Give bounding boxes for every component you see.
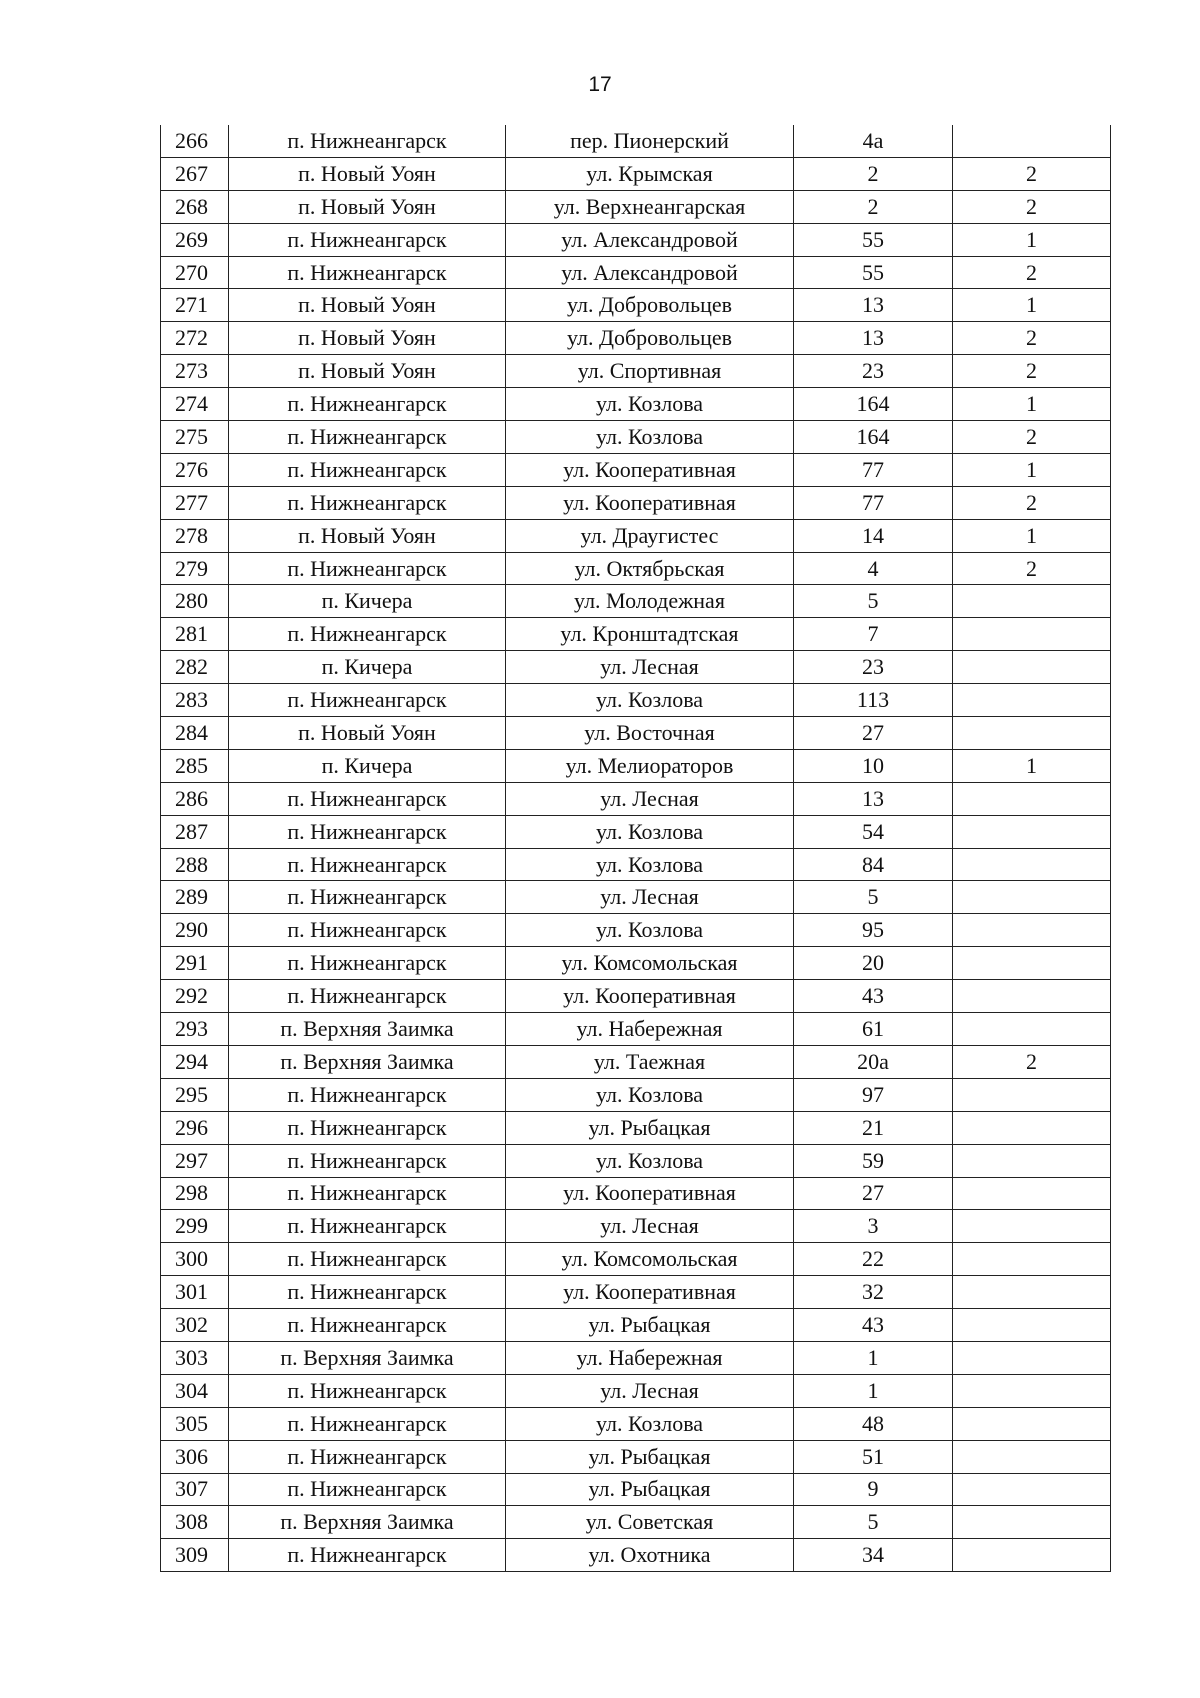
count-cell [953,618,1111,651]
street-cell: ул. Рыбацкая [506,1309,794,1342]
count-cell [953,651,1111,684]
row-number-cell: 279 [161,552,229,585]
street-cell: ул. Рыбацкая [506,1473,794,1506]
count-cell: 1 [953,289,1111,322]
settlement-cell: п. Новый Уоян [229,322,506,355]
table-row [161,1341,1111,1374]
table-row [161,223,1111,256]
settlement-cell: п. Нижнеангарск [229,618,506,651]
street-cell: ул. Комсомольская [506,1243,794,1276]
house-number-cell: 164 [794,388,953,421]
table-row [161,355,1111,388]
count-cell: 2 [953,1045,1111,1078]
table-row [161,684,1111,717]
house-number-cell: 5 [794,1506,953,1539]
count-cell [953,1013,1111,1046]
street-cell: ул. Добровольцев [506,289,794,322]
row-number-cell: 277 [161,486,229,519]
settlement-cell: п. Нижнеангарск [229,782,506,815]
settlement-cell: п. Нижнеангарск [229,1539,506,1572]
street-cell: ул. Александровой [506,223,794,256]
address-table-body [161,125,1111,1572]
count-cell: 2 [953,256,1111,289]
row-number-cell: 309 [161,1539,229,1572]
house-number-cell: 2 [794,157,953,190]
row-number-cell: 292 [161,980,229,1013]
table-row [161,914,1111,947]
settlement-cell: п. Кичера [229,749,506,782]
settlement-cell: п. Нижнеангарск [229,1177,506,1210]
settlement-cell: п. Нижнеангарск [229,947,506,980]
row-number-cell: 299 [161,1210,229,1243]
street-cell: ул. Козлова [506,684,794,717]
table-row [161,618,1111,651]
house-number-cell: 27 [794,717,953,750]
settlement-cell: п. Нижнеангарск [229,684,506,717]
row-number-cell: 283 [161,684,229,717]
settlement-cell: п. Нижнеангарск [229,421,506,454]
house-number-cell: 20 [794,947,953,980]
settlement-cell: п. Нижнеангарск [229,914,506,947]
house-number-cell: 34 [794,1539,953,1572]
settlement-cell: п. Верхняя Заимка [229,1013,506,1046]
table-row [161,388,1111,421]
house-number-cell: 164 [794,421,953,454]
house-number-cell: 1 [794,1341,953,1374]
settlement-cell: п. Нижнеангарск [229,848,506,881]
settlement-cell: п. Нижнеангарск [229,1078,506,1111]
street-cell: ул. Лесная [506,1374,794,1407]
table-row [161,1210,1111,1243]
settlement-cell: п. Нижнеангарск [229,815,506,848]
street-cell: ул. Козлова [506,815,794,848]
count-cell [953,1341,1111,1374]
row-number-cell: 282 [161,651,229,684]
street-cell: ул. Кооперативная [506,1177,794,1210]
house-number-cell: 13 [794,322,953,355]
table-row [161,651,1111,684]
table-row [161,1407,1111,1440]
street-cell: ул. Кооперативная [506,980,794,1013]
street-cell: ул. Козлова [506,1407,794,1440]
count-cell [953,1407,1111,1440]
row-number-cell: 296 [161,1111,229,1144]
settlement-cell: п. Нижнеангарск [229,1374,506,1407]
table-row [161,256,1111,289]
street-cell: ул. Кооперативная [506,1276,794,1309]
count-cell [953,1473,1111,1506]
table-row [161,1243,1111,1276]
settlement-cell: п. Нижнеангарск [229,125,506,157]
row-number-cell: 306 [161,1440,229,1473]
settlement-cell: п. Нижнеангарск [229,486,506,519]
house-number-cell: 59 [794,1144,953,1177]
street-cell: ул. Комсомольская [506,947,794,980]
house-number-cell: 5 [794,881,953,914]
table-row [161,1473,1111,1506]
address-table [160,125,1111,1572]
house-number-cell: 23 [794,355,953,388]
row-number-cell: 298 [161,1177,229,1210]
table-row [161,947,1111,980]
count-cell [953,1506,1111,1539]
count-cell: 2 [953,552,1111,585]
street-cell: ул. Рыбацкая [506,1440,794,1473]
house-number-cell: 113 [794,684,953,717]
table-row [161,1309,1111,1342]
table-row [161,848,1111,881]
table-row [161,1177,1111,1210]
table-row [161,519,1111,552]
settlement-cell: п. Верхняя Заимка [229,1045,506,1078]
count-cell: 1 [953,453,1111,486]
settlement-cell: п. Нижнеангарск [229,1144,506,1177]
street-cell: ул. Козлова [506,1078,794,1111]
count-cell [953,881,1111,914]
row-number-cell: 275 [161,421,229,454]
count-cell: 2 [953,421,1111,454]
house-number-cell: 32 [794,1276,953,1309]
street-cell: ул. Охотника [506,1539,794,1572]
address-table-container [160,125,1111,1572]
count-cell: 2 [953,355,1111,388]
table-row [161,1045,1111,1078]
table-row [161,1440,1111,1473]
table-row [161,453,1111,486]
street-cell: ул. Советская [506,1506,794,1539]
row-number-cell: 287 [161,815,229,848]
street-cell: ул. Кронштадтская [506,618,794,651]
row-number-cell: 276 [161,453,229,486]
settlement-cell: п. Новый Уоян [229,157,506,190]
count-cell [953,1177,1111,1210]
row-number-cell: 267 [161,157,229,190]
table-row [161,1111,1111,1144]
house-number-cell: 61 [794,1013,953,1046]
table-row [161,421,1111,454]
house-number-cell: 13 [794,782,953,815]
settlement-cell: п. Верхняя Заимка [229,1506,506,1539]
settlement-cell: п. Новый Уоян [229,289,506,322]
settlement-cell: п. Нижнеангарск [229,223,506,256]
count-cell [953,1243,1111,1276]
street-cell: ул. Лесная [506,651,794,684]
house-number-cell: 55 [794,223,953,256]
house-number-cell: 95 [794,914,953,947]
count-cell: 1 [953,388,1111,421]
table-row [161,190,1111,223]
settlement-cell: п. Новый Уоян [229,355,506,388]
settlement-cell: п. Новый Уоян [229,190,506,223]
row-number-cell: 308 [161,1506,229,1539]
table-row [161,552,1111,585]
house-number-cell: 5 [794,585,953,618]
street-cell: ул. Восточная [506,717,794,750]
count-cell: 1 [953,519,1111,552]
street-cell: ул. Козлова [506,388,794,421]
street-cell: ул. Добровольцев [506,322,794,355]
row-number-cell: 266 [161,125,229,157]
house-number-cell: 97 [794,1078,953,1111]
count-cell: 2 [953,157,1111,190]
house-number-cell: 2 [794,190,953,223]
table-row [161,881,1111,914]
count-cell [953,717,1111,750]
count-cell [953,1440,1111,1473]
house-number-cell: 10 [794,749,953,782]
house-number-cell: 7 [794,618,953,651]
settlement-cell: п. Нижнеангарск [229,1111,506,1144]
house-number-cell: 77 [794,453,953,486]
row-number-cell: 301 [161,1276,229,1309]
house-number-cell: 4 [794,552,953,585]
count-cell [953,1276,1111,1309]
table-row [161,1374,1111,1407]
street-cell: ул. Мелиораторов [506,749,794,782]
row-number-cell: 272 [161,322,229,355]
count-cell [953,848,1111,881]
row-number-cell: 294 [161,1045,229,1078]
row-number-cell: 281 [161,618,229,651]
table-row [161,1506,1111,1539]
page-number: 17 [588,73,612,96]
street-cell: ул. Козлова [506,421,794,454]
row-number-cell: 289 [161,881,229,914]
settlement-cell: п. Нижнеангарск [229,1243,506,1276]
table-row [161,749,1111,782]
street-cell: ул. Драугистес [506,519,794,552]
count-cell: 2 [953,190,1111,223]
house-number-cell: 20а [794,1045,953,1078]
settlement-cell: п. Нижнеангарск [229,980,506,1013]
settlement-cell: п. Кичера [229,651,506,684]
house-number-cell: 3 [794,1210,953,1243]
house-number-cell: 48 [794,1407,953,1440]
house-number-cell: 84 [794,848,953,881]
house-number-cell: 9 [794,1473,953,1506]
settlement-cell: п. Нижнеангарск [229,1210,506,1243]
row-number-cell: 271 [161,289,229,322]
row-number-cell: 305 [161,1407,229,1440]
settlement-cell: п. Нижнеангарск [229,388,506,421]
row-number-cell: 269 [161,223,229,256]
table-row [161,1276,1111,1309]
count-cell [953,815,1111,848]
row-number-cell: 288 [161,848,229,881]
row-number-cell: 278 [161,519,229,552]
row-number-cell: 273 [161,355,229,388]
count-cell [953,980,1111,1013]
count-cell: 1 [953,223,1111,256]
settlement-cell: п. Нижнеангарск [229,453,506,486]
street-cell: ул. Лесная [506,881,794,914]
count-cell [953,782,1111,815]
row-number-cell: 270 [161,256,229,289]
house-number-cell: 22 [794,1243,953,1276]
house-number-cell: 77 [794,486,953,519]
settlement-cell: п. Нижнеангарск [229,881,506,914]
count-cell [953,684,1111,717]
count-cell [953,914,1111,947]
house-number-cell: 51 [794,1440,953,1473]
table-row [161,717,1111,750]
table-row [161,157,1111,190]
row-number-cell: 295 [161,1078,229,1111]
count-cell [953,1111,1111,1144]
table-row [161,125,1111,157]
count-cell [953,1144,1111,1177]
street-cell: ул. Верхнеангарская [506,190,794,223]
settlement-cell: п. Нижнеангарск [229,552,506,585]
house-number-cell: 55 [794,256,953,289]
table-row [161,815,1111,848]
table-row [161,585,1111,618]
street-cell: ул. Александровой [506,256,794,289]
table-row [161,322,1111,355]
table-row [161,782,1111,815]
row-number-cell: 303 [161,1341,229,1374]
table-row [161,486,1111,519]
street-cell: пер. Пионерский [506,125,794,157]
house-number-cell: 21 [794,1111,953,1144]
settlement-cell: п. Нижнеангарск [229,1440,506,1473]
house-number-cell: 4а [794,125,953,157]
table-row [161,1539,1111,1572]
row-number-cell: 297 [161,1144,229,1177]
row-number-cell: 268 [161,190,229,223]
row-number-cell: 274 [161,388,229,421]
street-cell: ул. Лесная [506,782,794,815]
street-cell: ул. Спортивная [506,355,794,388]
house-number-cell: 13 [794,289,953,322]
table-row [161,1144,1111,1177]
table-row [161,980,1111,1013]
street-cell: ул. Таежная [506,1045,794,1078]
street-cell: ул. Козлова [506,914,794,947]
settlement-cell: п. Нижнеангарск [229,1473,506,1506]
row-number-cell: 307 [161,1473,229,1506]
row-number-cell: 286 [161,782,229,815]
street-cell: ул. Козлова [506,1144,794,1177]
count-cell: 2 [953,486,1111,519]
row-number-cell: 293 [161,1013,229,1046]
row-number-cell: 284 [161,717,229,750]
settlement-cell: п. Нижнеангарск [229,256,506,289]
count-cell [953,1309,1111,1342]
count-cell [953,1078,1111,1111]
count-cell: 1 [953,749,1111,782]
count-cell [953,1374,1111,1407]
street-cell: ул. Козлова [506,848,794,881]
row-number-cell: 280 [161,585,229,618]
row-number-cell: 285 [161,749,229,782]
count-cell [953,1539,1111,1572]
table-row [161,289,1111,322]
street-cell: ул. Крымская [506,157,794,190]
house-number-cell: 23 [794,651,953,684]
row-number-cell: 291 [161,947,229,980]
settlement-cell: п. Нижнеангарск [229,1309,506,1342]
row-number-cell: 300 [161,1243,229,1276]
street-cell: ул. Октябрьская [506,552,794,585]
count-cell [953,585,1111,618]
settlement-cell: п. Нижнеангарск [229,1407,506,1440]
row-number-cell: 302 [161,1309,229,1342]
street-cell: ул. Лесная [506,1210,794,1243]
street-cell: ул. Набережная [506,1341,794,1374]
street-cell: ул. Кооперативная [506,453,794,486]
row-number-cell: 290 [161,914,229,947]
count-cell [953,947,1111,980]
settlement-cell: п. Новый Уоян [229,717,506,750]
street-cell: ул. Молодежная [506,585,794,618]
count-cell: 2 [953,322,1111,355]
house-number-cell: 1 [794,1374,953,1407]
house-number-cell: 43 [794,980,953,1013]
settlement-cell: п. Нижнеангарск [229,1276,506,1309]
house-number-cell: 43 [794,1309,953,1342]
house-number-cell: 27 [794,1177,953,1210]
settlement-cell: п. Кичера [229,585,506,618]
count-cell [953,125,1111,157]
count-cell [953,1210,1111,1243]
settlement-cell: п. Верхняя Заимка [229,1341,506,1374]
table-row [161,1078,1111,1111]
street-cell: ул. Рыбацкая [506,1111,794,1144]
settlement-cell: п. Новый Уоян [229,519,506,552]
street-cell: ул. Набережная [506,1013,794,1046]
table-row [161,1013,1111,1046]
house-number-cell: 14 [794,519,953,552]
street-cell: ул. Кооперативная [506,486,794,519]
house-number-cell: 54 [794,815,953,848]
row-number-cell: 304 [161,1374,229,1407]
